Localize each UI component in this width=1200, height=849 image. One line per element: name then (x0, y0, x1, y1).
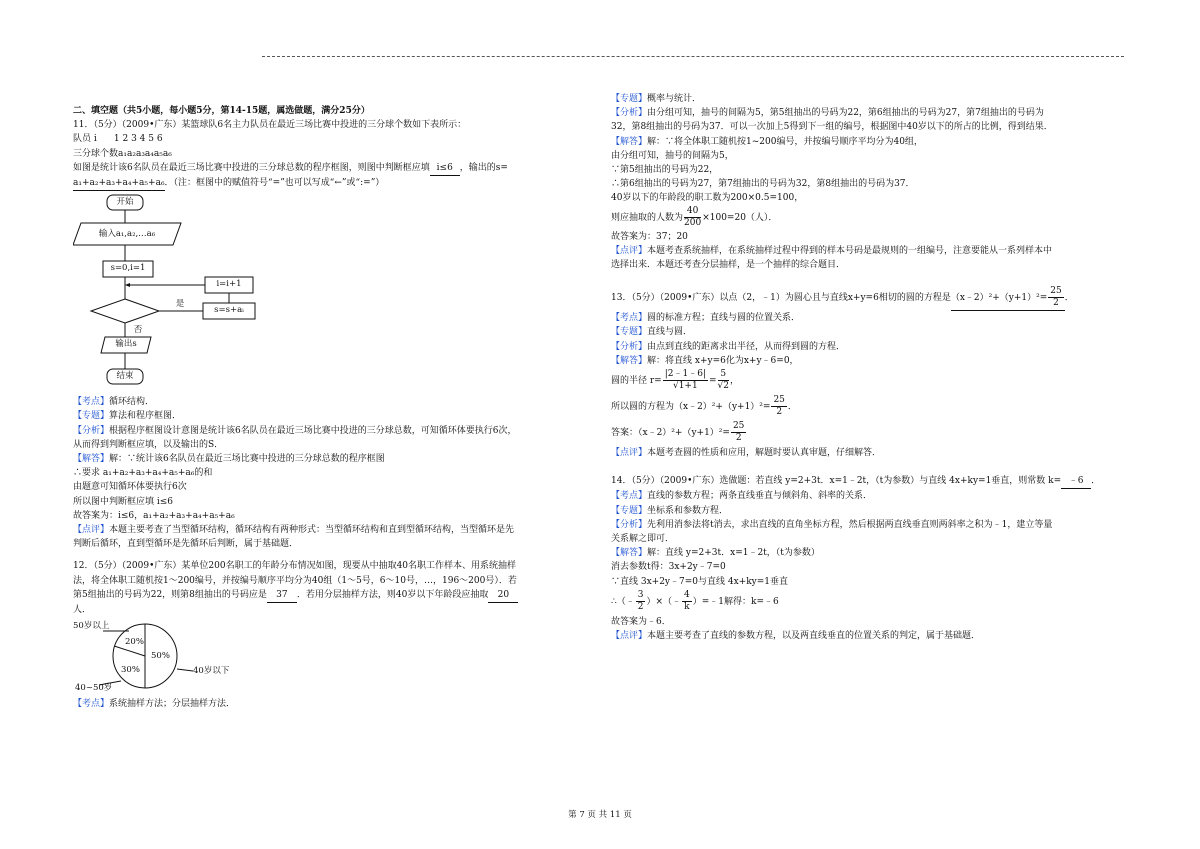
q13-jieda: 【解答】解：将直线 x+y=6化为x+y﹣6=0， (611, 355, 799, 366)
q12-jieda-7: 故答案为：37；20 (611, 231, 688, 242)
q12-fenxi: 【分析】由分组可知，抽号的间隔为5，第5组抽出的号码为22，第6组抽出的号码为27，第7组抽出的号码为 (611, 108, 1044, 119)
fraction: $\frac{40}{200}$ (684, 205, 702, 228)
q12-fenxi-2: 32，第8组抽出的号码为37．可以一次加上5得到下一组的编号，根据图中40岁以下的所占的比例，得到结果． (611, 122, 1053, 133)
q12-stem-line3: 第5组抽出的号码为22，则第8组抽出的号码应是 37 ．若用分层抽样方法，则40岁以下年龄段应抽取 20 (73, 588, 583, 603)
q11-fenxi-2: 从而得到判断框应填，以及输出的S． (73, 439, 224, 450)
flow-sum: s=s+aᵢ (214, 305, 244, 316)
q11-kaodian: 【考点】循环结构． (73, 397, 155, 408)
q11-jieda-4: 所以图中判断框应填 i≤6 (73, 496, 174, 507)
q12-jieda-5: 40岁以下的年龄段的职工数为200×0.5=100， (611, 193, 804, 204)
q13-fenxi: 【分析】由点到直线的距离求出半径，从而得到圆的方程． (611, 341, 846, 352)
q13-answer: 答案：（x﹣2）²+（y+1）²= $\frac{25}{2}$ (611, 421, 745, 444)
flowchart-shapes (73, 193, 263, 393)
q12-zhuanti: 【专题】概率与统计． (611, 94, 702, 104)
q12-blank-1: 37 (267, 588, 297, 603)
q12-stem-line4: 人． (73, 605, 92, 616)
q11-dianping: 【点评】本题主要考查了当型循环结构，循环结构有两种形式：当型循环结构和直到型循环结构，当型循环是先 (73, 525, 515, 536)
q13-jieda-2: 圆的半径 r= $\frac{|2﹣1﹣6|}{√1+1}$ = $\frac{5}{√2}$ ， (611, 369, 739, 392)
q11-zhuanti: 【专题】算法和程序框图． (73, 411, 182, 422)
q14-jieda-3: ∵直线 3x+2y﹣7=0与直线 4x+ky=1垂直 (611, 576, 789, 587)
q14-jieda: 【解答】解：直线 y=2+3t．x=1﹣2t，（t为参数） (611, 548, 820, 559)
pie-label-50up: 50岁以上 (73, 621, 110, 632)
q11-table-row2: 三分球个数a₁a₂a₃a₄a₅a₆ (73, 148, 172, 159)
q12-kaodian: 【考点】系统抽样方法；分层抽样方法． (73, 699, 236, 710)
q14-jieda-4: ∴（﹣ $\frac{3}{2}$ ）×（﹣ $\frac{4}{k}$ ）=﹣1解得：k=﹣6 (611, 589, 779, 612)
q14-fenxi: 【分析】先利用消参法将t消去，求出直线的直角坐标方程，然后根据两直线垂直则两斜率之积为﹣1，建立等量 (611, 519, 1053, 530)
q12-jieda-3: ∵第5组抽出的号码为22， (611, 165, 719, 176)
q11-jieda-5: 故答案为：i≤6，a₁+a₂+a₃+a₄+a₅+a₆ (73, 510, 235, 521)
q14-stem: 14．（5分）（2009•广东）选做题：若直线 y=2+3t．x=1﹣2t，（t为参数）与直线 4x+ky=1垂直，则常数 k= ﹣6 ． (611, 474, 1131, 489)
q12-dianping: 【点评】本题考查系统抽样，在系统抽样过程中得到的样本号码是最规则的一组编号，注意要能从一系列样本中 (611, 245, 1053, 256)
q14-jieda-2: 消去参数t得：3x+2y﹣7=0 (611, 562, 726, 573)
pie-pct-50: 50% (151, 651, 170, 662)
q11-stem-line5: a₁+a₂+a₃+a₄+a₅+a₆．（注：框图中的赋值符号“=”也可以写成“←”或“:=”） (73, 176, 583, 191)
pie-pct-20: 20% (125, 637, 144, 648)
q12-pie-chart (73, 619, 253, 695)
flow-output: 输出s (115, 339, 137, 350)
q11-stem-line4: 如图是统计该6名队员在最近三场比赛中投进的三分球总数的程序框图，则图中判断框应填 i≤6 ，输出的s= (73, 161, 583, 176)
q12-stem-line2: 法，将全体职工随机按1～200编号，并按编号顺序平均分为40组（1～5号，6～10号，…，196～200号）．若 (73, 575, 517, 586)
q12-jieda: 【解答】解：∵将全体职工随机按1~200编号，并按编号顺序平均分为40组， (611, 136, 923, 147)
pie-label-40down: 40岁以下 (193, 666, 230, 677)
q11-blank-1: i≤6 (430, 161, 460, 176)
q12-stem-line1: 12．（5分）（2009•广东）某单位200名职工的年龄分布情况如图，现要从中抽取40名职工作样本、用系统抽样 (73, 561, 517, 572)
flow-increment: i=i+1 (216, 279, 242, 290)
pie-pct-30: 30% (121, 665, 140, 676)
flow-input: 输入a₁,a₂,…a₆ (98, 229, 156, 240)
q14-fenxi-2: 关系解之即可． (611, 534, 675, 545)
page-footer: 第 7 页 共 11 页 (568, 810, 632, 820)
flow-end: 结束 (116, 371, 134, 382)
q12-jieda-6: 则应抽取的人数为 $\frac{40}{200}$ ×100=20（人）． (611, 205, 778, 228)
q11-blank-2: a₁+a₂+a₃+a₄+a₅+a₆ (73, 176, 165, 191)
q12-jieda-4: ∴第6组抽出的号码为27，第7组抽出的号码为32，第8组抽出的号码为37． (611, 179, 915, 190)
section-title: 二、填空题（共5小题，每小题5分，第14-15题，属选做题，满分25分） (73, 106, 370, 116)
q11-flowchart (73, 193, 263, 393)
q14-blank: ﹣6 (1061, 474, 1091, 489)
q13-blank: （x﹣2）²+（y+1）²= $\frac{25}{2}$ (951, 286, 1065, 311)
q14-kaodian: 【考点】直线的参数方程；两条直线垂直与倾斜角、斜率的关系． (611, 491, 873, 502)
header-rule (262, 56, 1124, 57)
left-column (73, 104, 583, 711)
pie-label-4050: 40~50岁 (75, 683, 113, 694)
q12-dianping-2: 选择出来．本题还考查分层抽样，是一个抽样的综合题目． (611, 260, 846, 271)
right-column (611, 92, 1131, 643)
q13-zhuanti: 【专题】直线与圆． (611, 327, 693, 338)
q11-fenxi: 【分析】根据程序框图设计意图是统计该6名队员在最近三场比赛中投进的三分球总数，可知循环体要执行6次， (73, 425, 517, 436)
q12-blank-2: 20 (488, 588, 518, 603)
flow-no-label: 否 (133, 325, 143, 336)
q11-dianping-2: 判断后循环，直到型循环是先循环后判断，属于基础题． (73, 539, 299, 550)
q14-dianping: 【点评】本题主要考查了直线的参数方程，以及两直线垂直的位置关系的判定，属于基础题． (611, 631, 981, 642)
flow-init: s=0,i=1 (110, 263, 146, 274)
q12-jieda-2: 由分组可知，抽号的间隔为5， (611, 150, 734, 161)
q11-table-row1: 队员 i 1 2 3 4 5 6 (73, 134, 163, 145)
flow-yes-label: 是 (175, 299, 185, 310)
q13-stem: 13．（5分）（2009•广东）以点（2，﹣1）为圆心且与直线x+y=6相切的圆的方程是（x﹣2）²+（y+1）²= $\frac{25}{2}$ ． (611, 286, 1131, 311)
q11-jieda-3: 由题意可知循环体要执行6次 (73, 482, 187, 493)
q11-jieda-2: ∴要求 a₁+a₂+a₃+a₄+a₅+a₆的和 (73, 468, 213, 479)
q14-zhuanti: 【专题】坐标系和参数方程． (611, 505, 729, 516)
q13-kaodian: 【考点】圆的标准方程；直线与圆的位置关系． (611, 313, 801, 324)
q14-jieda-5: 故答案为﹣6． (611, 616, 671, 627)
q13-dianping: 【点评】本题考查圆的性质和应用，解题时要认真审题，仔细解答． (611, 448, 882, 459)
flow-start: 开始 (116, 197, 134, 208)
q11-jieda: 【解答】解：∵统计该6名队员在最近三场比赛中投进的三分球总数的程序框图 (73, 454, 385, 465)
q13-jieda-3: 所以圆的方程为（x﹣2）²+（y+1）²= $\frac{25}{2}$ ． (611, 395, 797, 418)
q11-stem-line1: 11．（5分）（2009•广东）某篮球队6名主力队员在最近三场比赛中投进的三分球个数如下表所示： (73, 120, 467, 131)
